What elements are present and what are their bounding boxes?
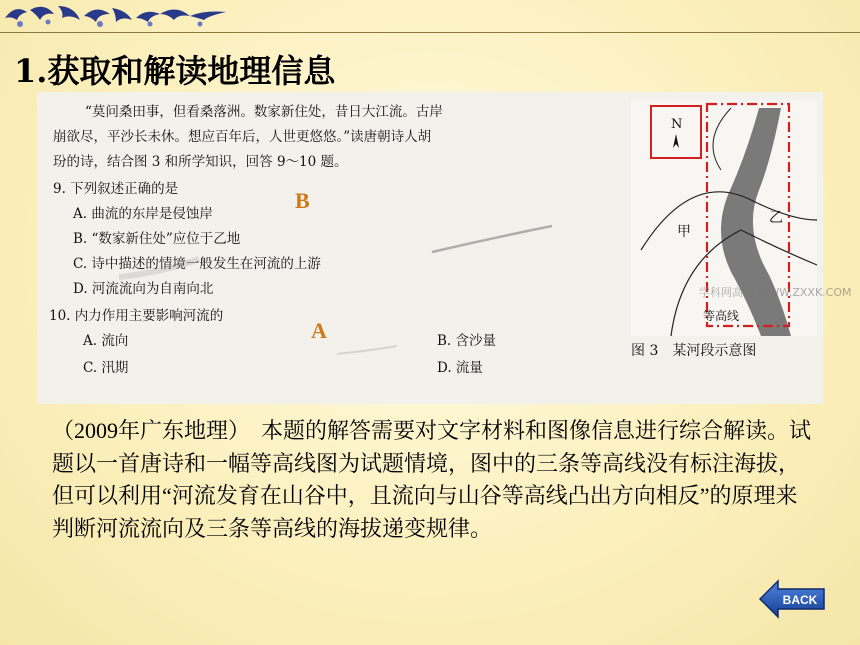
q9-stem: 9. 下列叙述正确的是 [53, 181, 179, 197]
north-label: N [671, 117, 683, 132]
figure-caption: 图 3 某河段示意图 [631, 343, 757, 359]
answer-marker-a: A [311, 318, 327, 343]
q10-option-a: A. 流向 [83, 333, 129, 349]
label-jia: 甲 [677, 224, 691, 240]
river-map [631, 100, 852, 336]
q10-option-c: C. 汛期 [83, 360, 129, 376]
scanned-exam-image [37, 92, 852, 404]
q9-option-c: C. 诗中描述的情境一般发生在河流的上游 [73, 256, 321, 272]
watermark: 学科网高考 WWW.ZXXK.COM [699, 286, 852, 299]
header-rule [0, 32, 860, 33]
back-arrow-icon [758, 578, 828, 620]
q9-option-b: B. “数家新住处”应位于乙地 [73, 231, 241, 247]
back-button-label: BACK [782, 593, 818, 607]
label-yi: 乙 [769, 210, 783, 226]
scan-artifact [37, 92, 617, 404]
poem-line: “莫问桑田事，但看桑落洲。数家新住处，昔日大江流。古岸 [85, 104, 443, 120]
poem-line: 玢的诗，结合图 3 和所学知识，回答 9～10 题。 [53, 154, 348, 170]
q9-option-d: D. 河流流向为自南向北 [73, 281, 214, 297]
q10-stem: 10. 内力作用主要影响河流的 [49, 308, 224, 324]
answer-marker-b: B [295, 188, 310, 213]
question-text-block [37, 92, 617, 404]
q10-option-d: D. 流量 [437, 360, 483, 376]
q9-option-a: A. 曲流的东岸是侵蚀岸 [73, 206, 213, 222]
decorative-header-ornament [0, 0, 230, 32]
q10-option-b: B. 含沙量 [437, 333, 497, 349]
explanation-paragraph: （2009年广东地理） 本题的解答需要对文字材料和图像信息进行综合解读。试题以一首唐诗和一幅等高线图为试题情境，图中的三条等高线没有标注海拔，但可以利用“河流发育在山谷中，且流向与山谷等高线凸出方向相反”的原理来判断河流流向及三条等高线的海拔递变规律。 [52, 418, 812, 541]
back-button[interactable] [758, 578, 828, 620]
river-contour-figure [631, 100, 852, 400]
contour-label: 等高线 [703, 309, 740, 323]
page-title: 1.获取和解读地理信息 [14, 52, 336, 90]
poem-line: 崩欲尽，平沙长未休。想应百年后，人世更悠悠。”读唐朝诗人胡 [53, 129, 432, 145]
